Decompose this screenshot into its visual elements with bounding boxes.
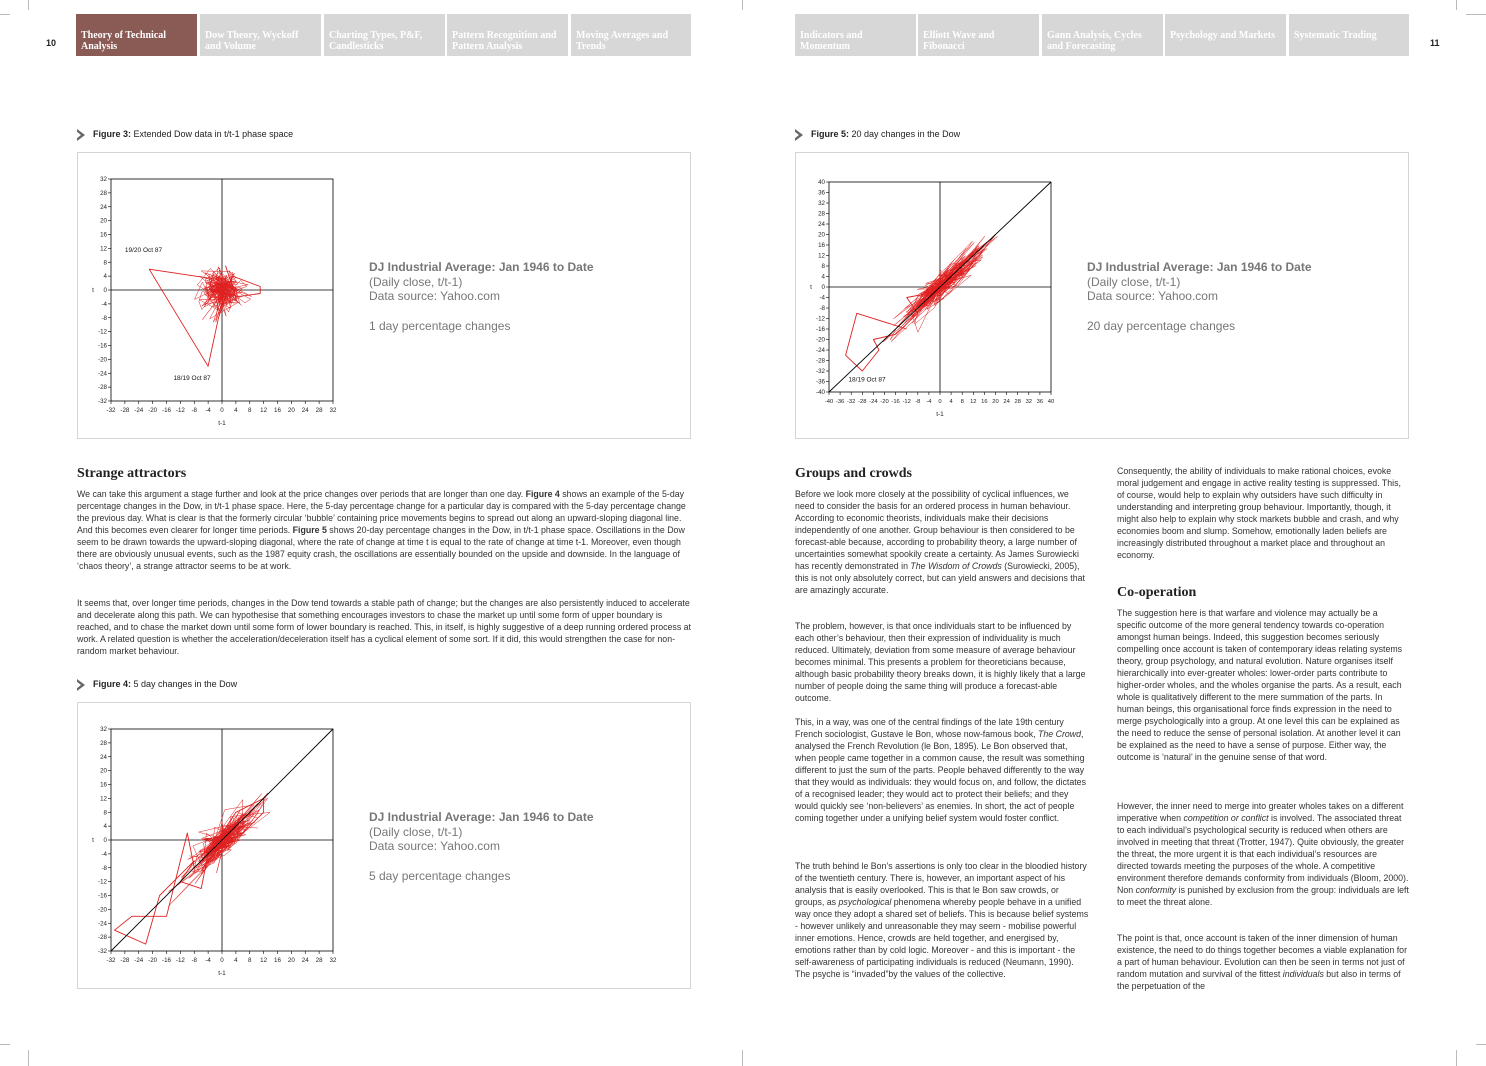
y-tick-label: -8 [101,314,107,322]
x-tick-label: 32 [329,957,337,964]
y-tick-label: -16 [816,326,825,333]
y-tick-label: -24 [816,347,825,354]
y-tick-label: 28 [100,739,107,747]
x-tick-label: -24 [134,407,144,414]
groups-paragraph-2: The problem, however, is that once individuals start to be influenced by each other’s behaviour, then their expression of individuality is much reduced. Ultimately, deviation from some measure of average behaviour becomes minimal. This presents a problem for theoreticians because, although basic probability theory breaks down, it is highly likely that a large number of people doing the same thing will produce a forecast-able outcome. [795,621,1086,703]
x-tick-label: -20 [148,957,158,964]
figure4-label: Figure 4: [93,679,132,689]
x-tick-label: 4 [949,399,953,405]
x-tick-label: 0 [220,407,224,414]
tab-gann-analysis[interactable]: Gann Analysis, Cycles and Forecasting [1042,14,1163,56]
cooperation-paragraph-3: The point is that, once account is taken of the inner dimension of human existence, the need to do things together becomes a viable explanation for a part of human behaviour. Evolution can then be seen in terms not just of random mutation and survival of the fittest individuals but also in terms of the perpetuation of the [1117,933,1408,991]
page-number-left: 10 [46,38,57,48]
x-tick-label: -16 [162,957,171,964]
x-tick-label: 24 [301,407,309,414]
x-tick-label: -8 [191,957,198,964]
y-tick-label: 16 [100,231,107,239]
legend-title: DJ Industrial Average: Jan 1946 to Date [369,260,594,274]
heading-groups-and-crowds: Groups and crowds [795,466,912,481]
y-tick-label: 36 [818,189,825,197]
y-tick-label: 32 [818,200,825,207]
x-tick-label: -12 [175,407,185,414]
x-tick-label: 4 [234,957,238,964]
crop-mark [28,0,29,10]
figure3-chart [78,153,358,440]
x-tick-label: 16 [274,407,281,414]
figure5-legend [1087,260,1312,333]
x-tick-label: -20 [148,407,158,414]
y-tick-label: 24 [100,203,107,211]
figure5-title: 20 day changes in the Dow [849,129,961,139]
caption-arrow-inner-icon [76,681,81,689]
y-tick-label: -8 [101,864,107,872]
legend-source: Data source: Yahoo.com [1087,289,1218,303]
strange-attractors-paragraph-1: We can take this argument a stage further and look at the price changes over periods that are longer than one day. Figure 4 shows an example of the 5-day percentage changes in the Dow, in t/t-1 phase space. Here, the 5-day percentage change for a particular day is compared with the 5-day percentage change the previous day. What is clear is that the formerly circular ‘bubble’ containing price movements begins to spread out along an upward-sloping diagonal line. And this becomes even clearer for longer time periods. Figure 5 shows 20-day percentage changes in the Dow, in t/t-1 phase space. Oscillations in the Dow seem to be drawn towards the upward-sloping diagonal, where the rate of change at time t is equal to the rate of change at time t-1. Moreover, even though there are obviously unusual events, such as the 1987 equity crash, the oscillations are essentially bounded on the upside and downside. In the language of ‘chaos theory’, a strange attractor seems to be at work. [77,489,686,571]
figure4-legend [369,810,594,883]
figure3-legend [369,260,594,333]
y-tick-label: -32 [816,368,825,375]
y-tick-label: 20 [100,767,107,775]
x-tick-label: -20 [880,399,889,405]
groups-paragraph-3: This, in a way, was one of the central findings of the late 19th century French sociologist, Gustave le Bon, whose now-famous book, The Crowd, analysed the French Revolution (le Bon, 1895). Le Bon observed that, when people came together in a common cause, the result was something different to just the sum of the parts. People behaved differently to the way that they would as individuals: they would focus on, and follow, the dictates of a recognised leader; they would act to protect their beliefs; and they would quickly see ‘non-believers’ as enemies. In short, the act of people coming together under a unifying belief system would foster conflict. [795,717,1086,823]
legend-title: DJ Industrial Average: Jan 1946 to Date [1087,260,1312,274]
x-tick-label: -28 [120,957,130,964]
x-tick-label: 12 [260,957,268,964]
data-cluster-line [195,267,252,323]
x-tick-label: 32 [329,407,337,414]
y-tick-label: 24 [100,753,107,761]
tab-systematic-trading[interactable]: Systematic Trading [1289,14,1409,56]
x-tick-label: -24 [134,957,144,964]
y-tick-label: 8 [821,263,825,270]
x-tick-label: 8 [248,407,252,414]
caption-arrow-inner-icon [794,131,799,139]
y-tick-label: -24 [98,370,107,378]
figure4-chart [78,703,358,990]
y-tick-label: 28 [100,189,107,197]
y-tick-label: -16 [98,892,107,900]
legend-subtitle: (Daily close, t/t-1) [369,274,463,289]
y-tick-label: 4 [103,823,107,831]
groups-paragraph-column2: Consequently, the ability of individuals to make rational choices, evoke moral judgement and engage in active reality testing is suppressed. This, of course, would help to explain why outsiders have such difficulty in understanding and interpreting group behaviour. Importantly, though, it might also help to explain why stock markets bubble and crash, and why economies boom and slump. Somehow, emotionally laden beliefs are increasingly distributed throughout a market place and throughout an economy. [1117,466,1401,560]
x-axis-label: t-1 [218,420,226,427]
x-tick-label: 8 [248,957,252,964]
heading-strange-attractors: Strange attractors [77,466,187,481]
crop-mark [1466,14,1486,15]
y-tick-label: -12 [816,315,825,323]
x-tick-label: -28 [120,407,130,414]
crop-mark [1456,1050,1457,1066]
x-tick-label: 20 [287,407,295,414]
figure4-box [77,702,691,989]
legend-subtitle: (Daily close, t/t-1) [1087,274,1181,289]
y-tick-label: 20 [100,217,107,225]
x-tick-label: -32 [106,407,116,414]
x-tick-label: -8 [191,407,198,414]
x-tick-label: -12 [175,957,185,964]
y-tick-label: 28 [818,210,825,218]
x-tick-label: 40 [1047,399,1055,405]
y-tick-label: 16 [818,242,825,249]
crop-mark [742,1050,743,1066]
y-tick-label: 12 [818,252,825,260]
caption-arrow-inner-icon [76,131,81,139]
y-tick-label: -20 [98,356,107,364]
figure3-title: Extended Dow data in t/t-1 phase space [131,129,294,139]
x-tick-label: -4 [926,399,932,405]
y-tick-label: 0 [103,837,107,844]
x-tick-label: -16 [162,407,171,414]
figure4-caption [77,678,477,690]
x-tick-label: 28 [1014,399,1021,405]
x-tick-label: 12 [970,399,977,405]
crop-mark [1476,1044,1486,1045]
figure3-box [77,152,691,439]
y-tick-label: -28 [98,384,107,392]
x-tick-label: -4 [205,957,211,964]
groups-paragraph-1: Before we look more closely at the possibility of cyclical influences, we need to consider the basis for an ordered process in human behaviour. According to economic theorists, individuals make their decisions independently of one another. Group behaviour is then considered to be forecast-able because, according to probability theory, a large number of uncertainties somewhat spookily create a certainty. As James Surowiecki has recently demonstrated in The Wisdom of Crowds (Surowiecki, 2005), this is not only absolutely correct, but can yield answers and decisions that are amazingly accurate. [795,489,1085,595]
y-tick-label: -20 [816,336,825,344]
y-tick-label: 8 [103,809,107,817]
data-excursion-line [149,266,260,367]
y-tick-label: -16 [98,342,107,350]
figure4-title: 5 day changes in the Dow [131,679,238,689]
chart-annotation: 18/19 Oct 87 [173,375,211,383]
figure5-caption [795,128,1195,140]
tab-dow-theory[interactable]: Dow Theory, Wyckoff and Volume [200,14,321,56]
x-tick-label: 36 [1036,399,1044,405]
y-tick-label: 4 [821,273,825,281]
x-tick-label: -28 [858,399,867,405]
legend-title: DJ Industrial Average: Jan 1946 to Date [369,810,594,824]
legend-note: 1 day percentage changes [369,318,511,333]
cooperation-paragraph-2: However, the inner need to merge into greater wholes takes on a different imperative when competition or conflict is involved. The associated threat to each individual’s psychological security is reduced when others are involved in meeting that threat (Trotter, 1947). Quite obviously, the greater the threat, the more urgent it is that each individual’s resources are directed towards meeting the purposes of the whole. A competitive environment therefore demands conformity from individuals (Bloom, 2000). Non conformity is punished by exclusion from the group: individuals are left to meet the threat alone. [1117,801,1409,907]
x-tick-label: 8 [960,399,964,405]
crop-mark [0,14,10,15]
y-tick-label: 32 [100,176,107,183]
y-tick-label: -24 [98,920,107,928]
x-tick-label: -8 [915,399,921,405]
y-tick-label: 0 [821,284,825,291]
y-axis-label: t [92,837,94,844]
y-tick-label: -12 [98,328,107,336]
y-tick-label: -8 [819,305,825,312]
chart-annotation: 18/19 Oct 87 [848,376,886,384]
y-tick-label: -4 [819,294,825,302]
figure3-label: Figure 3: [93,129,132,139]
x-tick-label: -32 [847,399,856,405]
y-tick-label: -4 [101,300,107,308]
x-tick-label: 12 [260,407,268,414]
y-tick-label: 12 [100,795,107,803]
crop-mark [742,0,743,10]
heading-cooperation: Co-operation [1117,585,1197,600]
x-tick-label: -12 [902,399,911,405]
x-axis-label: t-1 [218,970,226,977]
y-tick-label: 20 [818,231,825,239]
y-tick-label: 40 [818,179,825,186]
x-tick-label: -16 [891,399,900,405]
x-tick-label: 24 [1003,399,1010,405]
legend-subtitle: (Daily close, t/t-1) [369,824,463,839]
cooperation-paragraph-1: The suggestion here is that warfare and violence may actually be a specific outcome of the more general tendency towards co-operation amongst human beings. Indeed, this suggestion becomes seriously compelling once account is taken of contemporary ideas relating systems theory, group psychology, and natural evolution. Nature organises itself hierarchically into ever-greater wholes: lower-order parts contribute to higher-order wholes, and the wholes organise the parts. As a result, each whole is qualitatively different to the mere summation of the parts. In human beings, this organisational force finds expression in the need to merge psychologically into a group. At one level this can be explained as the need to reduce the sense of personal isolation. At another level it can be explained as the need to have a sense of purpose. Either way, the outcome is ‘natural’ in the genuine sense of that word. [1117,608,1403,762]
y-tick-label: -32 [98,398,107,405]
legend-note: 20 day percentage changes [1087,318,1236,333]
tab-elliott-wave[interactable]: Elliott Wave and Fibonacci [918,14,1039,56]
figure5-box [795,152,1409,439]
figure3-caption [77,128,477,140]
legend-source: Data source: Yahoo.com [369,289,500,303]
x-tick-label: 20 [287,957,295,964]
x-tick-label: -40 [824,399,834,405]
y-tick-label: 4 [103,273,107,281]
y-tick-label: 0 [103,287,107,294]
y-tick-label: 32 [100,726,107,733]
y-tick-label: -28 [816,357,825,365]
x-tick-label: 28 [315,407,323,414]
x-tick-label: -32 [106,957,116,964]
crop-mark [1456,0,1457,10]
legend-note: 5 day percentage changes [369,868,511,883]
x-tick-label: -4 [205,407,211,414]
crop-mark [0,1044,10,1045]
x-tick-label: -24 [869,399,878,405]
tab-pattern-recognition[interactable]: Pattern Recognition and Pattern Analysis [447,14,568,56]
tab-theory-of-technical-analysis[interactable]: Theory of Technical Analysis [76,14,197,56]
x-tick-label: 0 [220,957,224,964]
y-tick-label: 24 [818,221,825,228]
tab-moving-averages[interactable]: Moving Averages and Trends [571,14,691,56]
y-tick-label: -28 [98,934,107,942]
tab-psychology-markets[interactable]: Psychology and Markets [1165,14,1286,56]
page-number-right: 11 [1430,38,1440,48]
x-tick-label: 20 [992,399,999,405]
x-tick-label: 0 [938,399,942,405]
strange-attractors-paragraph-2: It seems that, over longer time periods, changes in the Dow tend towards a stable path of change; but the changes are also persistently induced to accelerate and decelerate along this path. We can hypothesise that something encourages investors to chase the market up until some form of upper boundary is reached, and to chase the market down until some form of lower boundary is reached. This, in itself, is highly suggestive of a deep running ordered process at work. A related question is whether the acceleration/deceleration itself has a cyclical element of some sort. If it did, this would strengthen the case for non-random market behaviour. [77,598,692,656]
x-tick-label: -36 [835,399,845,405]
x-tick-label: 16 [274,957,281,964]
tab-indicators-momentum[interactable]: Indicators and Momentum [795,14,916,56]
x-tick-label: 4 [234,407,238,414]
groups-paragraph-4: The truth behind le Bon’s assertions is only too clear in the bloodied history of the twentieth century. There is, however, an important aspect of his analysis that is easily overlooked. This is that le Bon saw crowds, or groups, as psychological phenomena whereby people behave in a unified way once they adopt a shared set of beliefs. This is because belief systems - however unlikely and unreasonable they may seem - mobilise powerful inner emotions. Hence, crowds are held together, and energised by, emotions rather than by cold logic. Moreover - and this is important - the self-awareness of participating individuals is reduced (Neumann, 1990). The psyche is “invaded”by the values of the collective. [795,861,1089,979]
y-axis-label: t [810,284,812,291]
y-tick-label: -36 [816,378,825,386]
chart-annotation: 19/20 Oct 87 [124,246,163,254]
y-tick-label: 16 [100,781,107,789]
x-tick-label: 28 [315,957,323,964]
x-tick-label: 32 [1025,399,1033,405]
y-tick-label: -32 [98,948,107,955]
tab-charting-types[interactable]: Charting Types, P&F, Candlesticks [324,14,445,56]
figure5-label: Figure 5: [811,129,850,139]
legend-source: Data source: Yahoo.com [369,839,500,853]
crop-mark [28,1050,29,1066]
y-tick-label: -20 [98,906,107,914]
x-axis-label: t-1 [936,411,944,418]
figure5-chart [796,153,1076,440]
y-tick-label: -4 [101,850,107,858]
y-tick-label: -40 [816,389,825,396]
x-tick-label: 24 [301,957,309,964]
y-tick-label: -12 [98,878,107,886]
y-tick-label: 12 [100,245,107,253]
y-tick-label: 8 [103,259,107,267]
x-tick-label: 16 [981,399,988,405]
y-axis-label: t [92,287,94,294]
